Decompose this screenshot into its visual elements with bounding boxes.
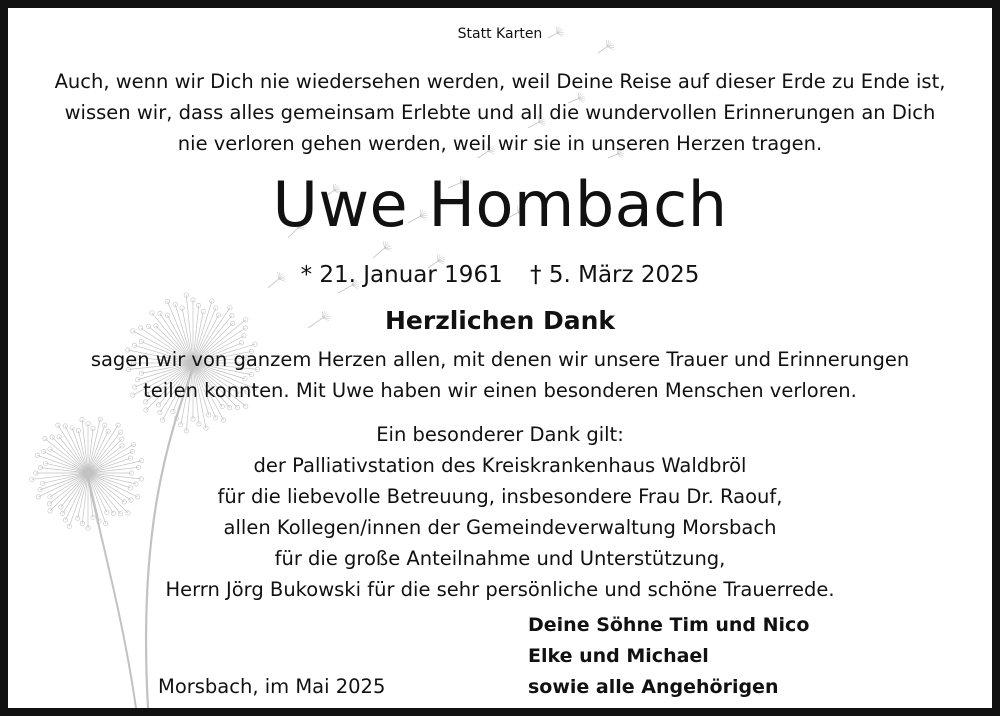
signature-line-1: Deine Söhne Tim und Nico bbox=[528, 614, 810, 636]
special-thanks-intro: Ein besonderer Dank gilt: bbox=[376, 423, 624, 446]
special-thanks-line: für die große Anteilnahme und Unterstützung, bbox=[274, 547, 726, 570]
birth-date: * 21. Januar 1961 bbox=[300, 262, 503, 288]
death-date: † 5. März 2025 bbox=[530, 262, 700, 288]
thanks-heading: Herzlichen Dank bbox=[384, 306, 616, 335]
poem-line-3: nie verloren gehen werden, weil wir sie in unseren Herzen tragen. bbox=[177, 132, 823, 155]
poem-line-2: wissen wir, dass alles gemeinsam Erlebte und all die wundervollen Erinnerungen an Dich bbox=[64, 101, 936, 124]
signature-line-3: sowie alle Angehörigen bbox=[528, 676, 779, 698]
statt-karten-label: Statt Karten bbox=[457, 26, 543, 42]
special-thanks-line: für die liebevolle Betreuung, insbesondere Frau Dr. Raouf, bbox=[217, 485, 783, 508]
life-dates bbox=[8, 260, 992, 290]
special-thanks-line: allen Kollegen/innen der Gemeindeverwaltung Morsbach bbox=[223, 516, 777, 539]
deceased-name: Uwe Hombach bbox=[272, 168, 728, 241]
place-and-date: Morsbach, im Mai 2025 bbox=[158, 675, 386, 698]
special-thanks-line: der Palliativstation des Kreiskrankenhaus Waldbröl bbox=[253, 454, 747, 477]
special-thanks-line: Herrn Jörg Bukowski für die sehr persönliche und schöne Trauerrede. bbox=[165, 578, 835, 601]
thanks-body-line-1: sagen wir von ganzem Herzen allen, mit denen wir unsere Trauer und Erinnerungen bbox=[90, 348, 910, 371]
poem-line-1: Auch, wenn wir Dich nie wiedersehen werden, weil Deine Reise auf dieser Erde zu Ende ist, bbox=[54, 70, 946, 93]
thanks-body-line-2: teilen konnten. Mit Uwe haben wir einen besonderen Menschen verloren. bbox=[143, 379, 857, 402]
signature-line-2: Elke und Michael bbox=[528, 645, 709, 667]
